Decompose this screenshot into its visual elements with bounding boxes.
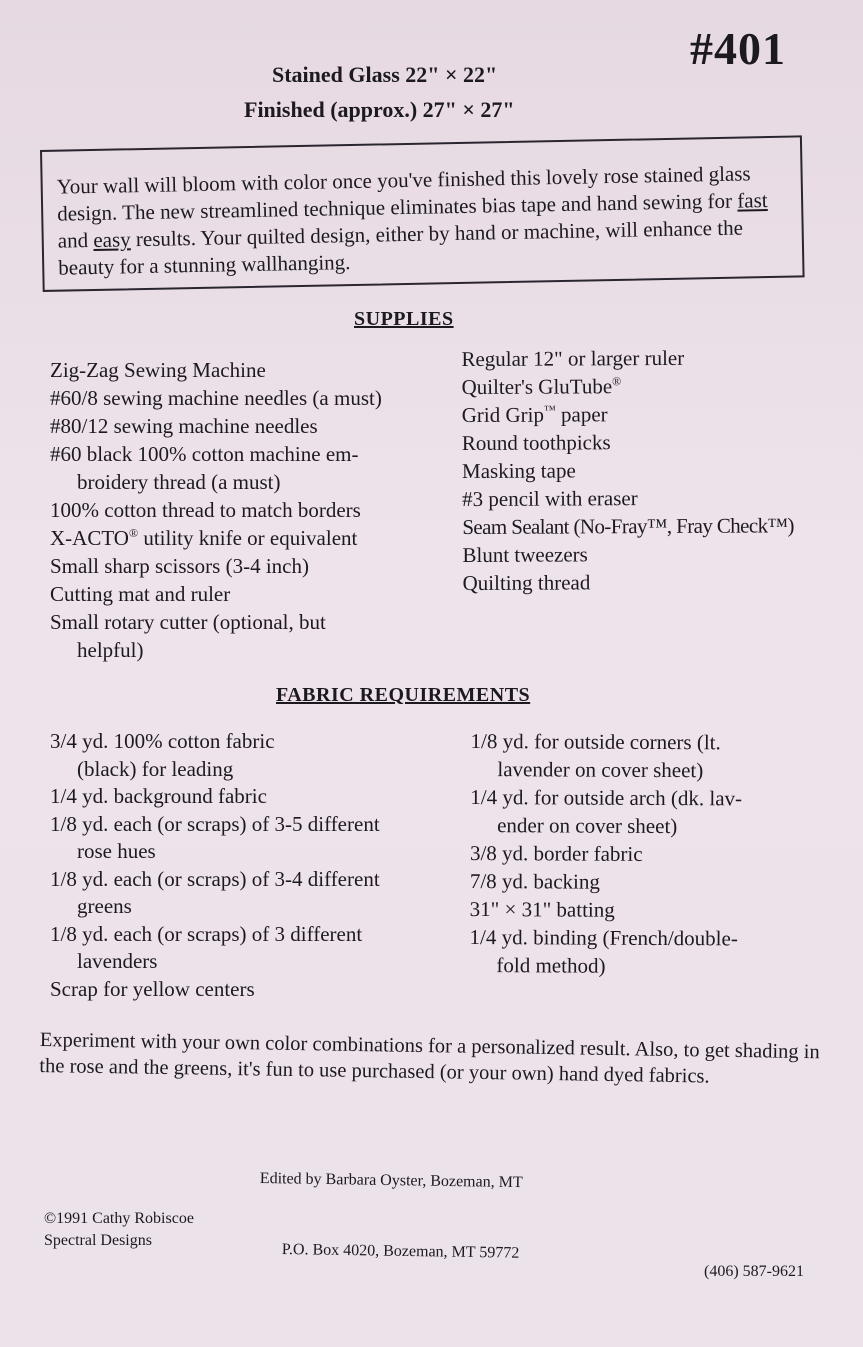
list-item: Grid Grip™ paper	[461, 402, 608, 428]
company-name: Spectral Designs	[44, 1232, 152, 1249]
experiment-note: Experiment with your own color combinations for a personalized result. Also, to get shading in the rose and the greens, it's fun to use purchased (or your own) hand dyed fabrics.	[39, 1028, 820, 1088]
list-item: 1/4 yd. for outside arch (dk. lav- ender on cover sheet)	[470, 785, 743, 839]
list-item: #60 black 100% cotton machine em- broidery thread (a must)	[50, 442, 359, 494]
list-item: 1/8 yd. each (or scraps) of 3 different lavenders	[50, 921, 363, 973]
list-item: Small rotary cutter (optional, but helpful)	[50, 610, 326, 662]
supplies-heading: SUPPLIES	[354, 308, 454, 330]
fabric-list-right	[469, 727, 850, 981]
supplies-list-right	[461, 343, 862, 597]
supplies-list-left	[50, 356, 450, 664]
intro-and: and	[57, 227, 94, 253]
list-item: Blunt tweezers	[462, 542, 588, 568]
list-item: 3/4 yd. 100% cotton fabric (black) for leading	[50, 729, 275, 781]
intro-text	[56, 160, 793, 282]
list-item: Zig-Zag Sewing Machine	[50, 358, 266, 382]
list-item: 1/8 yd. each (or scraps) of 3-5 different rose hues	[50, 811, 380, 863]
intro-box	[40, 135, 805, 292]
list-item: Quilting thread	[462, 570, 591, 596]
copyright-line: ©1991 Cathy Robiscoe	[44, 1210, 194, 1227]
intro-fast: fast	[737, 188, 768, 213]
list-item: #80/12 sewing machine needles	[50, 414, 318, 438]
list-item: 7/8 yd. backing	[469, 869, 600, 894]
mailing-address: P.O. Box 4020, Bozeman, MT 59772	[281, 1241, 520, 1262]
phone-number: (406) 587-9621	[704, 1263, 804, 1280]
pattern-number: #401	[690, 23, 786, 74]
intro-part-2: results. Your quilted design, either by hand or machine, will enhance the beauty for a stunning wallhanging.	[58, 215, 744, 280]
list-item: 3/8 yd. border fabric	[469, 841, 643, 866]
list-item: Quilter's GluTube®	[461, 374, 622, 400]
list-item: 1/8 yd. for outside corners (lt. lavender on cover sheet)	[470, 729, 721, 783]
stained-glass-size: Stained Glass 22" × 22"	[272, 62, 498, 87]
intro-easy: easy	[93, 227, 131, 252]
intro-part-1: Your wall will bloom with color once you've finished this lovely rose stained glass design. The new streamlined technique eliminates bias tape and hand sewing for	[56, 161, 751, 226]
list-item: Seam Sealant (No-Fray™, Fray Check™)	[462, 513, 794, 540]
list-item: #60/8 sewing machine needles (a must)	[50, 386, 382, 410]
finished-size: Finished (approx.) 27" × 27"	[244, 97, 515, 122]
list-item: Round toothpicks	[461, 430, 611, 456]
copyright-block	[44, 1208, 194, 1252]
list-item: Small sharp scissors (3-4 inch)	[50, 554, 309, 578]
list-item: 1/8 yd. each (or scraps) of 3-4 different greens	[50, 866, 380, 918]
edited-by: Edited by Barbara Oyster, Bozeman, MT	[259, 1170, 523, 1192]
list-item: 1/4 yd. background fabric	[50, 784, 267, 808]
list-item: X-ACTO® utility knife or equivalent	[50, 526, 358, 550]
list-item: 1/4 yd. binding (French/double- fold method)	[469, 925, 738, 978]
list-item: Cutting mat and ruler	[50, 582, 231, 606]
list-item: Regular 12" or larger ruler	[461, 345, 685, 372]
fabric-requirements-heading: FABRIC REQUIREMENTS	[276, 684, 531, 706]
list-item: Scrap for yellow centers	[50, 976, 255, 1001]
list-item: #3 pencil with eraser	[462, 486, 638, 512]
list-item: 100% cotton thread to match borders	[50, 498, 361, 522]
fabric-list-left	[50, 728, 460, 1003]
list-item: 31" × 31" batting	[469, 897, 615, 922]
list-item: Masking tape	[461, 458, 576, 484]
